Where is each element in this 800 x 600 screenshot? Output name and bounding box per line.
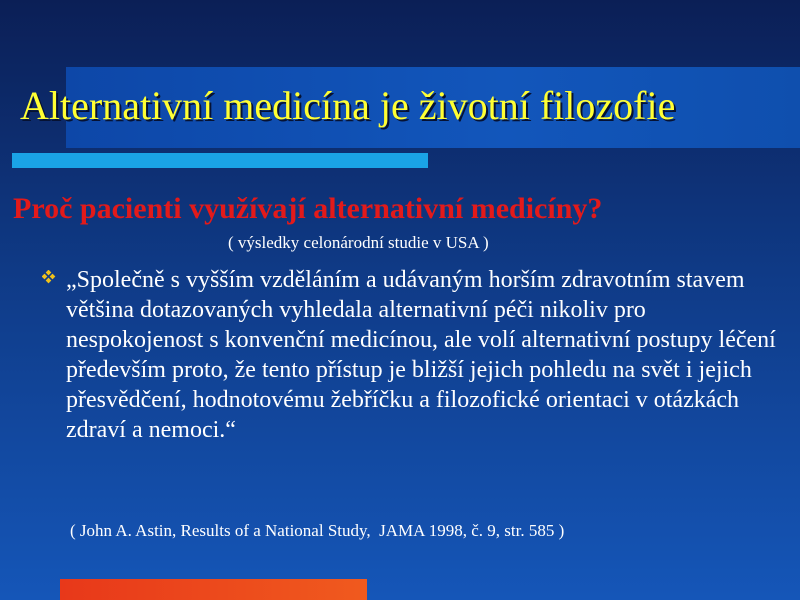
- slide-question: Proč pacienti využívají alternativní medicíny?: [13, 192, 603, 225]
- diamond-bullet-icon: [42, 270, 56, 284]
- citation: ( John A. Astin, Results of a National Study, JAMA 1998, č. 9, str. 585 ): [70, 521, 565, 540]
- accent-bar-blue: [12, 153, 428, 168]
- slide-title: Alternativní medicína je životní filozofie: [20, 83, 676, 128]
- accent-bar-red: [60, 579, 367, 600]
- slide-subtitle: ( výsledky celonárodní studie v USA ): [228, 233, 489, 252]
- quote-text: „Společně s vyšším vzděláním a udávaným horším zdravotním stavem většina dotazovaných vyhledala alternativní péči nikoliv pro nespokojenost s konvenční medicínou, ale volí alternativní postupy léčení především proto, že tento přístup je bližší jejich pohledu na svět i jejich přesvědčení, hodnotovému žebříčku a filozofické orientaci v otázkách zdraví a nemoci.“: [66, 267, 776, 443]
